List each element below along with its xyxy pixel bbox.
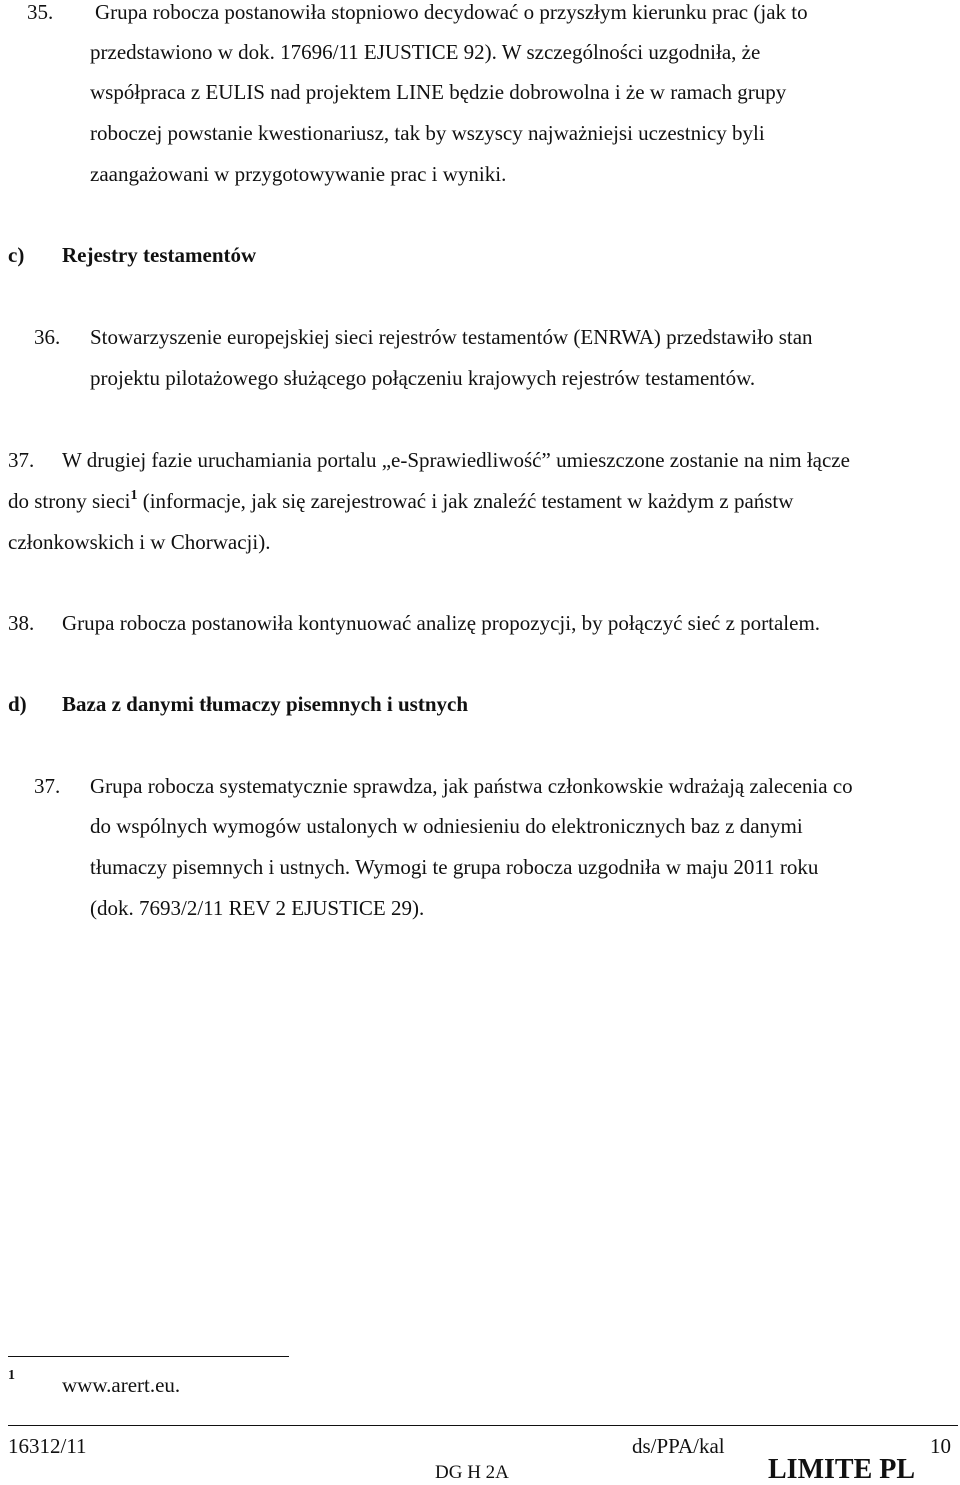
paragraph-line: Stowarzyszenie europejskiej sieci rejestrów testamentów (ENRWA) przedstawiło stan bbox=[90, 325, 813, 349]
paragraph-line: zaangażowani w przygotowywanie prac i wyniki. bbox=[90, 162, 507, 186]
section-title: Baza z danymi tłumaczy pisemnych i ustnych bbox=[62, 692, 469, 716]
author-initials: ds/PPA/kal bbox=[632, 1434, 725, 1458]
paragraph-line: do wspólnych wymogów ustalonych w odniesieniu do elektronicznych baz z danymi bbox=[90, 814, 803, 838]
footnote-mark: 1 bbox=[8, 1368, 15, 1383]
paragraph-number: 37. bbox=[8, 448, 35, 472]
paragraph-line: Grupa robocza postanowiła kontynuować analizę propozycji, by połączyć sieć z portalem. bbox=[62, 611, 821, 635]
document-reference: 16312/11 bbox=[8, 1434, 87, 1458]
paragraph-number: 36. bbox=[34, 325, 61, 349]
paragraph-line: Grupa robocza systematycznie sprawdza, jak państwa członkowskie wdrażają zalecenia co bbox=[90, 774, 853, 798]
footnote-text: www.arert.eu. bbox=[62, 1373, 181, 1397]
directorate-code: DG H 2A bbox=[435, 1462, 509, 1483]
paragraph-number: 38. bbox=[8, 611, 35, 635]
page-number: 10 bbox=[930, 1434, 951, 1458]
classification-marking: LIMITE PL bbox=[768, 1454, 916, 1485]
paragraph-number: 35. bbox=[27, 0, 54, 24]
paragraph-text: (informacje, jak się zarejestrować i jak znaleźć testament w każdym z państw bbox=[137, 489, 794, 513]
paragraph-text: do strony sieci bbox=[8, 489, 131, 513]
paragraph-line: przedstawiono w dok. 17696/11 EJUSTICE 92). W szczególności uzgodniła, że bbox=[90, 40, 761, 64]
footnote-separator bbox=[8, 1356, 289, 1357]
paragraph-line: współpraca z EULIS nad projektem LINE będzie dobrowolna i że w ramach grupy bbox=[90, 80, 787, 104]
paragraph-line: projektu pilotażowego służącego połączeniu krajowych rejestrów testamentów. bbox=[90, 366, 756, 390]
section-title: Rejestry testamentów bbox=[62, 243, 257, 267]
paragraph-line bbox=[8, 489, 793, 514]
paragraph-line: roboczej powstanie kwestionariusz, tak by wszyscy najważniejsi uczestnicy byli bbox=[90, 121, 765, 145]
footer-separator bbox=[8, 1425, 958, 1426]
footnote-reference: 1 bbox=[130, 488, 138, 503]
paragraph-line: Grupa robocza postanowiła stopniowo decydować o przyszłym kierunku prac (jak to bbox=[95, 0, 808, 24]
section-letter: c) bbox=[8, 243, 25, 267]
paragraph-number: 37. bbox=[34, 774, 61, 798]
paragraph-line: W drugiej fazie uruchamiania portalu „e-Sprawiedliwość” umieszczone zostanie na nim łącze bbox=[62, 448, 850, 472]
paragraph-line: (dok. 7693/2/11 REV 2 EJUSTICE 29). bbox=[90, 896, 425, 920]
paragraph-line: tłumaczy pisemnych i ustnych. Wymogi te grupa robocza uzgodniła w maju 2011 roku bbox=[90, 855, 819, 879]
paragraph-line: członkowskich i w Chorwacji). bbox=[8, 530, 271, 554]
section-letter: d) bbox=[8, 692, 27, 716]
